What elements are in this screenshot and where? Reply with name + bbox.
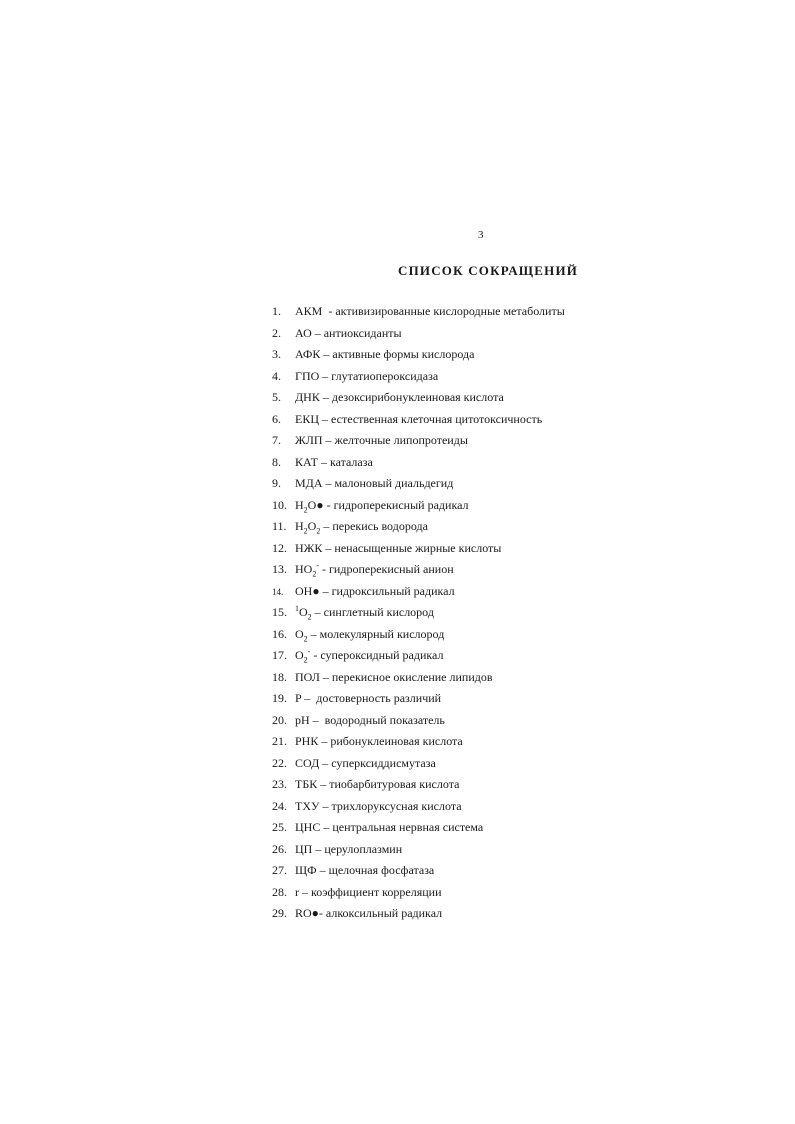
abbreviation-list	[272, 301, 565, 925]
list-item-number: 15.	[272, 605, 287, 619]
page-title: СПИСОК СОКРАЩЕНИЙ	[398, 263, 579, 278]
list-item	[272, 882, 565, 904]
list-item-text: ЩФ – щелочная фосфатаза	[292, 863, 435, 877]
list-item	[272, 559, 565, 581]
list-item-number: 14.	[272, 586, 284, 597]
list-item-number: 11.	[272, 519, 287, 533]
list-item-text: ТХУ – трихлоруксусная кислота	[292, 798, 462, 813]
list-item-text: $HO_2^-$ - гидроперекисный анион	[292, 561, 454, 579]
list-item-text: ЦП – церулоплазмин	[292, 841, 403, 856]
list-item-number: 4.	[272, 368, 281, 383]
list-item-number: 26.	[272, 841, 287, 856]
list-item	[272, 473, 565, 495]
list-item	[272, 602, 565, 624]
list-item-number: 2.	[272, 325, 281, 340]
list-item-number: 6.	[272, 411, 281, 426]
list-item-text: МДА – малоновый диальдегид	[292, 476, 454, 490]
list-item	[272, 774, 565, 796]
list-item-number: 27.	[272, 863, 287, 877]
list-item-number: 5.	[272, 390, 281, 404]
list-item	[272, 796, 565, 818]
list-item-text: АКМ - активизированные кислородные метаболиты	[292, 304, 565, 318]
list-item	[272, 344, 565, 366]
list-item	[272, 731, 565, 753]
list-item-text: pH – водородный показатель	[292, 712, 445, 727]
list-item-number: 9.	[272, 476, 281, 490]
list-item	[272, 538, 565, 560]
list-item	[272, 430, 565, 452]
list-item	[272, 452, 565, 474]
list-item-number: 17.	[272, 648, 287, 662]
list-item-text: OH● – гидроксильный радикал	[292, 583, 455, 598]
list-item-number: 3.	[272, 347, 281, 361]
list-item-number: 21.	[272, 734, 287, 748]
page-number: 3	[478, 229, 484, 241]
list-item-text: RO●- алкоксильный радикал	[292, 906, 443, 920]
list-item-text: $O_2$ – молекулярный кислород	[292, 626, 445, 643]
list-item-text: $H_2O●$ - гидроперекисный радикал	[292, 497, 469, 514]
list-item-text: ГПО – глутатиопероксидаза	[292, 368, 439, 383]
list-item	[272, 323, 565, 345]
list-item	[272, 753, 565, 775]
list-item-text: АО – антиоксиданты	[292, 325, 402, 340]
list-item-number: 22.	[272, 755, 287, 770]
list-item-text: СОД – суперксиддисмутаза	[292, 755, 436, 770]
list-item-number: 8.	[272, 454, 281, 469]
list-item-text: РНК – рибонуклеиновая кислота	[292, 734, 463, 748]
list-item-number: 10.	[272, 497, 287, 512]
list-item	[272, 817, 565, 839]
list-item	[272, 860, 565, 882]
list-item-number: 12.	[272, 540, 287, 555]
list-item-number: 16.	[272, 626, 287, 641]
list-item	[272, 667, 565, 689]
list-item-text: ТБК – тиобарбитуровая кислота	[292, 777, 460, 791]
list-item-text: $O_2^-$ - супероксидный радикал	[292, 647, 444, 665]
list-item	[272, 387, 565, 409]
list-item	[272, 495, 565, 517]
list-item	[272, 688, 565, 710]
list-item-text: ЕКЦ – естественная клеточная цитотоксичность	[292, 411, 543, 426]
list-item-number: 7.	[272, 433, 281, 447]
list-item-number: 19.	[272, 691, 287, 705]
list-item-text: КАТ – каталаза	[292, 454, 373, 469]
list-item-text: АФК – активные формы кислорода	[292, 347, 475, 361]
list-item	[272, 645, 565, 667]
list-item-number: 1.	[272, 304, 281, 318]
list-item-number: 23.	[272, 777, 287, 791]
list-item-number: 20.	[272, 712, 287, 727]
list-item-text: $H_2O_2$ – перекись водорода	[292, 519, 428, 536]
list-item-number: 13.	[272, 562, 287, 576]
list-item	[272, 516, 565, 538]
list-item	[272, 581, 565, 603]
list-item-number: 24.	[272, 798, 287, 813]
list-item-text: НЖК – ненасыщенные жирные кислоты	[292, 540, 502, 555]
list-item-text: ЖЛП – желточные липопротеиды	[292, 433, 468, 447]
list-item-text: $^1O_2$ – синглетный кислород	[295, 604, 434, 622]
list-item	[272, 366, 565, 388]
list-item	[272, 301, 565, 323]
list-item	[272, 409, 565, 431]
list-item-number: 28.	[272, 884, 287, 899]
list-item	[272, 839, 565, 861]
list-item-number: 25.	[272, 820, 287, 834]
list-item	[272, 710, 565, 732]
list-item-number: 29.	[272, 906, 287, 920]
list-item-text: ЦНС – центральная нервная система	[292, 820, 484, 834]
list-item-text: P – достоверность различий	[292, 691, 442, 705]
list-item-text: r – коэффициент корреляции	[292, 884, 442, 899]
list-item-number: 18.	[272, 669, 287, 684]
list-item-text: ПОЛ – перекисное окисление липидов	[292, 669, 493, 684]
list-item	[272, 624, 565, 646]
list-item	[272, 903, 565, 925]
list-item-text: ДНК – дезоксирибонуклеиновая кислота	[292, 390, 504, 404]
